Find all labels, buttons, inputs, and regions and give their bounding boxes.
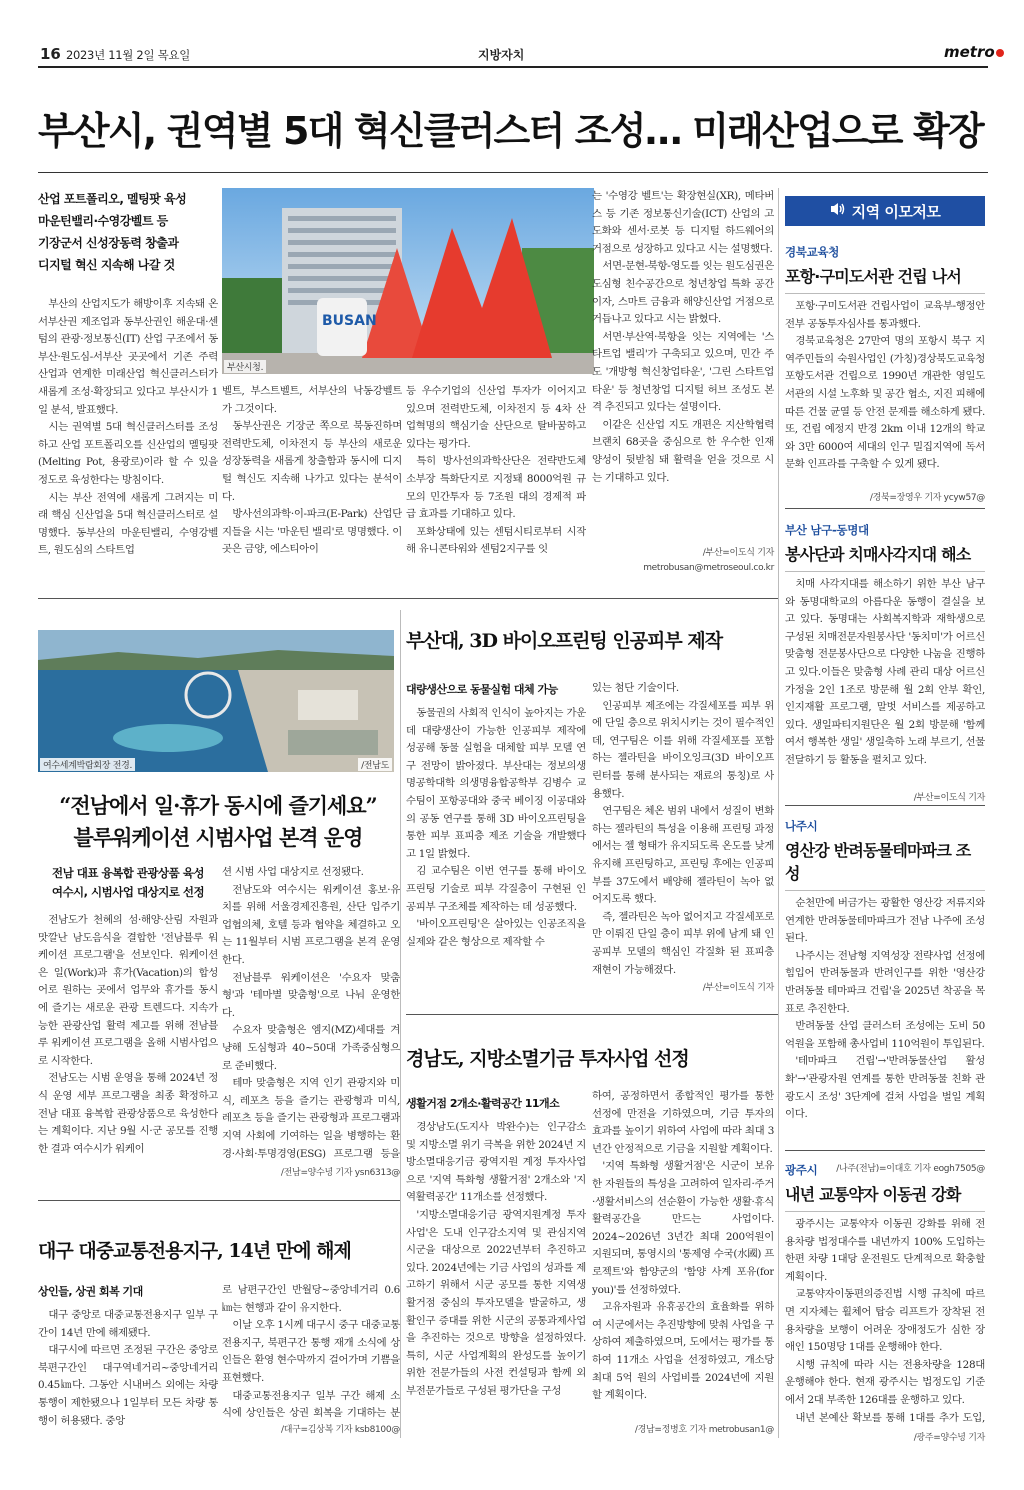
photo-caption: 여수세계박람회장 전경. [40,758,135,771]
paragraph: 광주시는 교통약자 이동권 강화를 위해 전용차량 법정대수를 내년까지 100% 도입하는 한편 차량 1대당 운전원도 단계적으로 확충할 계획이다. [785,1218,985,1283]
bio-subhead: 대량생산으로 동물실험 대체 가능 [406,683,558,696]
paragraph: 있는 첨단 기술이다. [592,682,679,694]
paragraph: 전남도는 시범 운영을 통해 2024년 정식 운영 세부 프로그램을 최종 확정하고 전남 대표 융복합 관광상품으로 육성한다는 계획이다. 지난 9월 시·군 공모를 진행한 결과 여수시가 워케이 [38,1072,218,1155]
paragraph: 대중교통전용지구 일부 구간 해제 소식에 상인들은 상권 회복을 기대하는 분 [222,1389,400,1420]
sidebar-divider [785,508,985,509]
sidebar-title: 포항·구미도서관 건립 나서 [785,267,962,286]
sidebar-byline: /나주(전남)=이대호 기자 eogh7505@ [836,1164,985,1174]
paragraph: 시행 규칙에 따라 시는 전용차량을 128대 운행해야 한다. 현재 광주시는 법정도입 기준에서 2대 부족한 126대를 운행하고 있다. [785,1358,985,1406]
bio-title: 부산대, 3D 바이오프린팅 인공피부 제작 [406,630,723,652]
main-col1 [38,296,218,576]
paragraph: 특히 방사선의과학산단은 전략반도체 소부장 특화단지로 지정돼 8000억원 규모의 민간투자 등 7조원 대의 경제적 파급 효과를 기대하고 있다. [406,455,586,521]
bio-byline: /부산=이도식 기자 [702,983,774,993]
main-byline: /부산=이도식 기자 [702,548,774,558]
subhead-line: 전남 대표 융복합 관광상품 육성 [52,866,204,880]
photo-caption: 부산시청. [224,360,266,373]
section-name: 지방자치 [478,48,525,62]
gyeongnam-col1 [406,1094,586,1439]
jeonnam-byline: /전남=양수녕 기자 ysn6313@ [280,1168,400,1178]
main-col3 [406,383,586,578]
paragraph: '지방소멸대응기금 광역지원계정 투자사업'은 도내 인구감소지역 및 관심지역 시군을 대상으로 2022년부터 추진하고 있다. 2024년에는 기금 사업의 성과를 제고하기 위해서 시군 공모를 통한 지역생활거점 중심의 투자모델을 발굴하고, 생활인구 증대를 위한 시군의 공통과제사업을 추진하는 것으로 방향을 설정하였다. 특히, 시군 사업계획의 완성도를 높이기 위한 전문가들의 사전 컨설팅과 함께 외부전문가들로 구성된 평가단을 구성 [406,1208,586,1397]
paragraph: 션 시범 사업 대상지로 선정됐다. [222,866,364,878]
column-rule [778,188,779,1438]
paragraph: 시는 부산 전역에 새롭게 그려지는 미래 핵심 신산업을 5대 혁신클러스터로 설명했다. 동부산의 마운틴밸리, 수영강벨트, 원도심의 스타트업 [38,491,218,557]
yeosu-photo [38,630,394,772]
deck-line: 산업 포트폴리오, 멜팅팟 육성 [38,192,187,206]
daegu-col2 [222,1282,400,1422]
gyeongnam-subhead: 생활거점 2개소·활력공간 11개소 [406,1097,560,1110]
daegu-subhead: 상인들, 상권 회복 기대 [38,1285,143,1298]
paragraph: 대구시에 따르면 조정된 구간은 중앙로 북편구간인 대구역네거리~중앙네거리 0.45㎞다. 그동안 시내버스 외에는 차량 통행이 제한됐으나 1일부터 모든 차량 통행이 허용됐다. 중앙 [38,1344,218,1427]
paragraph: 는 '수영강 벨트'는 확장현실(XR), 메타버스 등 기존 정보통신기술(ICT) 산업의 고도화와 센서·로봇 등 디지털 하드웨어의 거점으로 성장하고 있다고 시는 설명했다. [592,190,774,255]
sidebar-title: 봉사단과 치매사각지대 해소 [785,545,971,564]
paragraph: 등 우수기업의 신산업 투자가 이어지고 있으며 전력반도체, 이차전지 등 4차 산업혁명의 핵심기술 산단으로 탈바꿈하고 있다는 평가다. [406,385,586,450]
sidebar-header-label: 지역 이모저모 [851,202,941,221]
sidebar-title: 내년 교통약자 이동권 강화 [785,1185,961,1204]
sidebar-item [785,1162,985,1443]
sidebar-region: 경북교육청 [785,245,840,259]
paragraph: 이날 오후 1시께 대구시 중구 대중교통전용지구, 북편구간 통행 재개 소식에 상인들은 환영 현수막까지 걸어가며 기쁨을 표현했다. [222,1319,400,1384]
header-rule [38,66,988,68]
sidebar-byline: /경북=장영우 기자 ycyw57@ [869,493,985,503]
paragraph: 내년 본예산 확보를 통해 1대를 추가 도입, [795,1411,985,1424]
sidebar-region: 부산 남구-동명대 [785,523,869,537]
paragraph: '테마파크 건립'→'반려동물산업 활성화'→'관광자원 연계를 통한 반려동물 친화 관광도시 조성' 3단계에 걸쳐 사업을 벌일 계획이다. [785,1055,985,1121]
sculpture-sign: BUSAN [322,313,377,329]
paragraph: 서면·부산역·북항을 잇는 지역에는 '스타트업 밸리'가 구축되고 있으며, 민간 주도 '개방형 혁신창업타운', '그린 스타트업 타운' 등 청년창업 디지털 허브 조성도 본격 추진되고 있다는 설명이다. [592,330,774,414]
daegu-byline: /대구=김상복 기자 ksb8100@ [281,1425,400,1435]
main-headline: 부산시, 권역별 5대 혁신클러스터 조성… 미래산업으로 확장 [38,109,983,153]
paragraph: 교통약자이동편의증진법 시행 규칙에 따르면 지자체는 휠체어 탑승 리프트가 장착된 전용차량을 보행이 어려운 장애정도가 심한 장애인 150명당 1대를 운행해야 한다. [785,1288,985,1354]
paragraph: 방사선의과학·이-파크(E-Park) 산업단지들을 시는 '마운틴 밸리'로 명명했다. 이곳은 금양, 에스티아이 [222,508,402,556]
expo-illustration [38,630,394,772]
bio-col1 [406,680,586,990]
sidebar-item [785,522,985,803]
paragraph: 부산의 산업지도가 해방이후 지속돼 온 서부산권 제조업과 동부산권인 해운대·센텀의 관광·정보통신(IT) 산업 구조에서 동부산·원도심-서부산 곳곳에서 기존 주력 산업과 연계한 미래산업 혁신클러스터가 새롭게 조성·확장되고 있다고 부산시가 1일 분석, 발표했다. [38,298,218,416]
sidebar-text [785,298,985,488]
paragraph: 수요자 맞춤형은 엠지(MZ)세대를 겨냥해 도심형과 40~50대 가족중심형으로 준비했다. [222,1024,400,1072]
gyeongnam-title: 경남도, 지방소멸기금 투자사업 선정 [406,1048,689,1070]
page-number: 16 [40,45,61,63]
subhead-line: 여수시, 시범사업 대상지로 선정 [51,885,205,899]
jeonnam-col1 [38,912,218,1172]
sidebar-byline: /부산=이도식 기자 [913,793,985,803]
headline-rule [38,172,988,173]
paragraph: '지역 특화형 생활거점'은 시군이 보유한 자원들의 특성을 고려하여 일자리·주거·생활서비스의 선순환이 가능한 생활·휴식 활력공간을 만드는 사업이다. 2024~2026년 3년간 최대 200억원이 지원되며, 통영시의 '통제영 수국(水國) 프로젝트'와 함양군의 '함양 사계 포유(for you)'를 선정하였다. [592,1160,774,1296]
paragraph: 연구팀은 체온 범위 내에서 성질이 변화하는 젤라틴의 특성을 이용해 프린팅 과정에서는 젤 형태가 유지되도록 온도를 낮게 유지해 프린팅하고, 프린팅 후에는 인공피부를 37도에서 배양해 젤라틴이 녹아 없어지도록 했다. [592,805,774,906]
paragraph: 순천만에 버금가는 광활한 영산강 저류지와 연계한 반려동물테마파크가 전남 나주에 조성된다. [785,897,985,945]
paragraph: 경상남도(도지사 박완수)는 인구감소 및 지방소멸 위기 극복을 위한 2024년 지방소멸대응기금 광역지원 계정 투자사업으로 '지역 특화형 생활거점' 2개소와 '지역활력공간' 11개소를 선정했다. [406,1121,586,1204]
section-rule [406,1014,778,1015]
jeonnam-col2 [222,864,400,1161]
paragraph: 시는 권역별 5대 혁신클러스터를 조성하고 산업 포트폴리오를 신산업의 멜팅팟(Melting Pot, 용광로)이라 할 수 있을 정도로 육성한다는 방침이다. [38,421,218,486]
paragraph: 전남도와 여수시는 워케이션 홍보·유치를 위해 서울경제진흥원, 산단 입주기업협의체, 호텔 등과 협약을 체결하고 오는 11월부터 시범 프로그램을 본격 운영한다. [222,883,400,966]
sidebar-rule [785,293,985,294]
paragraph: 치매 사각지대를 해소하기 위한 부산 남구와 동명대학교의 아름다운 동행이 결실을 보고 있다. 동명대는 사회복지학과 재학생으로 구성된 치매전문자원봉사단 '동치미'가 어르신 맞춤형 전문봉사단으로 다양한 나눔을 진행하고 있다.이들은 맞춤형 사례 관리 대상 어르신 가정을 2인 1조로 방문해 월 2회 안부 확인, 인지재활 프로그램, 말벗 서비스를 제공하고 있다. 생일파티지원단은 월 2회 방문해 '함께여서 행복한 생일' 생일축하 노래 부르기, 선물 전달하기 등 활동을 펼치고 있다. [785,578,985,766]
sidebar-header [785,196,985,226]
sidebar-rule [785,571,985,572]
city-hall-illustration [222,188,594,374]
sidebar-region: 광주시 [785,1163,818,1177]
sidebar-text [785,1216,985,1428]
daegu-col1 [38,1282,218,1442]
jeonnam-title-2: 블루워케이션 시범사업 본격 운영 [73,825,363,850]
paragraph: 전남블루 워케이션은 '수요자 맞춤형'과 '테마별 맞춤형'으로 나눠 운영한다. [222,971,400,1019]
paragraph: 이같은 신산업 지도 개편은 지산학협력브랜치 68곳을 중심으로 한 우수한 인재 양성이 뒷받침 돼 활력을 얻을 것으로 시는 기대하고 있다. [592,418,774,484]
paragraph: 포항·구미도서관 건립사업이 교육부-행정안전부 공동투자심사를 통과했다. [785,300,985,330]
paragraph: 김 교수팀은 이번 연구를 통해 바이오프린팅 기술로 피부 각질층이 구현된 인공피부 구조체를 제작하는 데 성공했다. [406,865,586,913]
paragraph: 반려동물 산업 클러스터 조성에는 도비 50억원을 포함해 총사업비 110억원이 투입된다. [785,1020,985,1050]
deck-line: 마운틴밸리·수영강벨트 등 [38,214,168,228]
main-deck [38,188,223,276]
paragraph: 고유자원과 유휴공간의 효율화를 위하여 시군에서는 추진방향에 맞춰 사업을 구상하여 제출하였으며, 도에서는 평가를 통하여 11개소 사업을 선정하였고, 개소당 최대 5억 원의 사업비를 2024년에 지원할 계획이다. [592,1301,774,1402]
jeonnam-subhead [38,864,218,902]
deck-line: 디지털 혁신 지속해 나갈 것 [38,258,175,272]
jeonnam-title-1: “전남에서 일·휴가 동시에 즐기세요” [59,793,377,818]
bio-col2 [592,680,774,975]
paragraph: 나주시는 전남형 지역성장 전략사업 선정에 힘입어 반려동물과 반려인구를 위한 '영산강 반려동물 테마파크 건립'을 2025년 착공을 목표로 추진한다. [785,949,985,1015]
sidebar-region: 나주시 [785,819,818,833]
paragraph: 경북교육청은 27만여 명의 포항시 북구 지역주민들의 숙원사업인 (가칭)경상북도교육청 포항도서관 건립으로 1990년 개관한 영일도서관의 시설 노후화 및 공간 협소, 지진 피해에 따른 건물 균열 등 안전 문제를 해소하게 됐다.또, 건립 예정지 반경 2km 이내 12개의 학교와 3만 6000여 세대의 인구 밀집지역에 독서문화 인프라를 구축할 수 있게 됐다. [785,335,985,471]
paragraph: 전남도가 천혜의 섬·해양·산림 자원과 맛깔난 남도음식을 결합한 '전남블루 워케이션 프로그램'을 선보인다. 워케이션은 일(Work)과 휴가(Vacation)의 합성어로 원하는 곳에서 업무와 휴가를 동시에 즐기는 새로운 관광 트렌드다. 지속가능한 관광산업 활력 제고를 위해 전남블루 워케이션 프로그램을 올해 시범사업으로 시작한다. [38,914,218,1067]
gyeongnam-col2 [592,1088,774,1418]
main-col4 [592,188,774,538]
paragraph: 로 남편구간인 반월당~중앙네거리 0.6㎞는 현행과 같이 유지한다. [222,1284,400,1314]
sidebar-divider [785,805,985,806]
city-hall-photo [222,188,594,374]
speaker-icon [830,202,846,220]
paragraph: 동물권의 사회적 인식이 높아지는 가운데 대량생산이 가능한 인공피부 제작에 성공해 동물 실험을 대체할 피부 모델 연구 전망이 밝아졌다. 부산대는 정보의생명공학대학 의생명융합공학부 김병수 교수팀이 포항공대와 중국 베이징 이공대와의 공동 연구를 통해 3D 바이오프린팅을 통한 피부 표피층 제조 기술을 개발했다고 1일 밝혔다. [406,707,586,860]
main-col2 [222,383,402,578]
paragraph: 인공피부 제조에는 각질세포를 피부 위에 단일 층으로 위치시키는 것이 필수적인데, 연구팀은 이를 위해 각질세포를 포함하는 젤라틴을 바이오잉크(3D 바이오프린터를 통해 분사되는 재료의 통칭)로 사용했다. [592,699,774,800]
paragraph: 벨트, 부스트벨트, 서부산의 낙동강벨트가 그것이다. [222,385,402,415]
sidebar-item [785,818,985,1174]
section-rule [38,598,778,599]
metro-logo: metro [944,43,1004,61]
section-rule [38,1200,400,1201]
issue-date: 2023년 11월 2일 목요일 [66,48,191,62]
paragraph: 동부산권은 기장군 쪽으로 북동진하며 전력반도체, 이차전지 등 부산의 새로운 성장동력을 새롭게 창출함과 동시에 디지털 혁신도 지속해 나가고 있다는 분석이다. [222,420,402,503]
paragraph: '바이오프린팅'은 살아있는 인공조직을 실제와 같은 형상으로 제작할 수 [406,918,586,948]
photo-credit: /전남도 [358,758,392,771]
sidebar-rule [785,1211,985,1212]
sidebar-text [785,576,985,788]
daegu-title: 대구 대중교통전용지구, 14년 만에 해제 [38,1240,351,1262]
main-email: metrobusan@metroseoul.co.kr [643,563,774,573]
sidebar-title: 영산강 반려동물테마파크 조성 [785,841,971,883]
paragraph: 포화상태에 있는 센텀시티로부터 시작해 유니콘타워와 센텀2지구를 잇 [406,525,586,556]
paragraph: 테마 맞춤형은 지역 인기 관광지와 미식, 레포츠 등을 즐기는 관광형과 미식, 레포츠 등을 즐기는 관광형과 프로그램과 지역 사회에 기여하는 일을 병행하는 환경·사회·투명경영(ESG) 프로그램 등을 [222,1077,400,1160]
paragraph: 즉, 젤라틴은 녹아 없어지고 각질세포로만 이뤄진 단일 층이 피부 위에 남게 돼 인공피부 모델의 핵심인 각질화 된 표피층 재현이 가능해졌다. [592,910,774,975]
sidebar-rule [785,890,985,891]
sidebar-text [785,895,985,1159]
sidebar-byline: /광주=양수녕 기자 [913,1433,985,1443]
paragraph: 하여, 공정하면서 종합적인 평가를 통한 선정에 만전을 기하였으며, 기금 투자의 효과를 높이기 위하여 사업에 따라 최대 3년간 안정적으로 기금을 지원할 계획이다. [592,1090,774,1155]
column-rule [400,610,401,1438]
paragraph: 서면-문현-북항-영도를 잇는 원도심권은 도심형 친수공간으로 청년창업 특화 공간이자, 스마트 금융과 해양신산업 거점으로 거듭나고 있다고 시는 밝혔다. [592,260,774,326]
deck-line: 기장군서 신성장동력 창출과 [38,236,179,250]
paragraph: 대구 중앙로 대중교통전용지구 일부 구간이 14년 만에 해제됐다. [38,1309,218,1339]
gyeongnam-byline: /경남=정병호 기자 metrobusan1@ [634,1425,774,1435]
sidebar-item [785,244,985,503]
sidebar-divider [785,1150,985,1151]
